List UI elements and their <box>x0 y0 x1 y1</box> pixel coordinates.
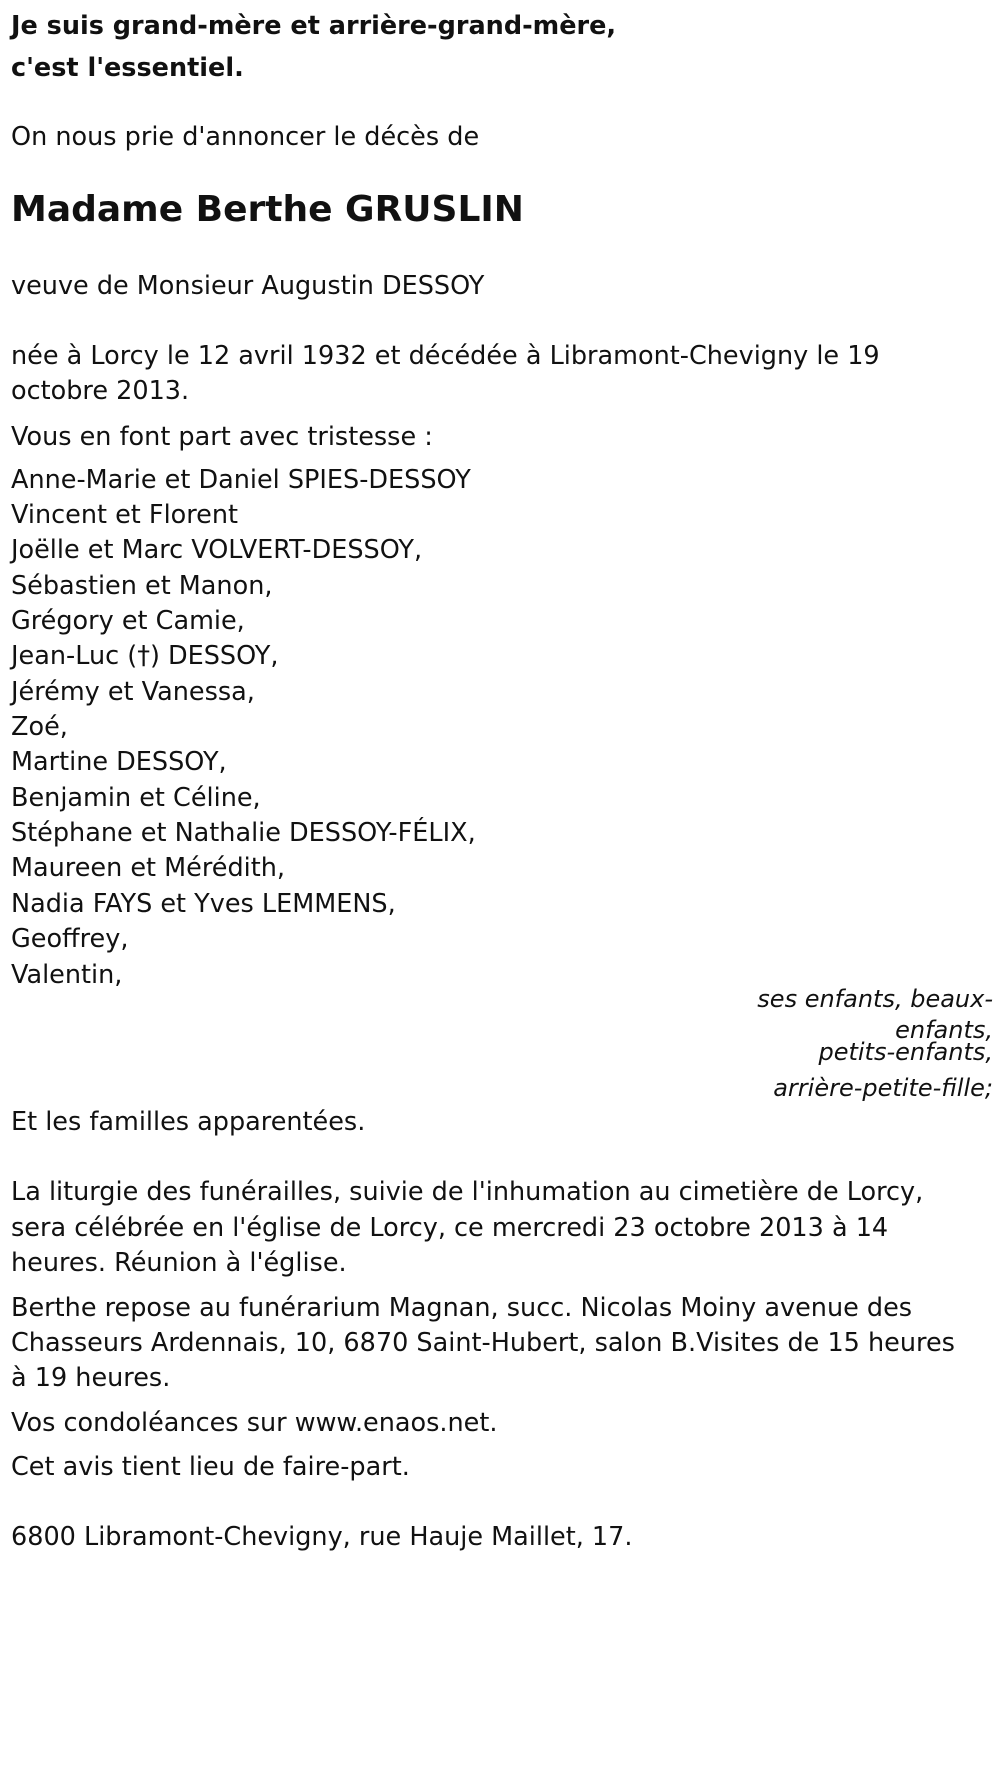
deceased-name: Madame Berthe GRUSLIN <box>11 189 524 230</box>
rest-line-3: à 19 heures. <box>11 1363 171 1393</box>
families-line: Et les familles apparentées. <box>11 1107 366 1137</box>
family-member: Sébastien et Manon, <box>11 571 273 601</box>
header-line-1: Je suis grand-mère et arrière-grand-mère, <box>11 11 617 41</box>
header-line-2: c'est l'essentiel. <box>11 53 244 83</box>
relation-label: ses enfants, beaux- <box>757 985 993 1013</box>
family-member: Anne-Marie et Daniel SPIES-DESSOY <box>11 465 471 495</box>
rest-line-2: Chasseurs Ardennais, 10, 6870 Saint-Hubert, salon B.Visites de 15 heures <box>11 1328 955 1358</box>
condolences-line: Vos condoléances sur www.enaos.net. <box>11 1408 498 1438</box>
family-member: Vincent et Florent <box>11 500 239 530</box>
funeral-line-3: heures. Réunion à l'église. <box>11 1248 347 1278</box>
family-member: Valentin, <box>11 960 123 990</box>
spouse-line: veuve de Monsieur Augustin DESSOY <box>11 271 485 301</box>
family-member: Jérémy et Vanessa, <box>11 677 255 707</box>
address-line: 6800 Libramont-Chevigny, rue Hauje Maillet, 17. <box>11 1522 633 1552</box>
birth-death-line-2: octobre 2013. <box>11 376 190 406</box>
rest-line-1: Berthe repose au funérarium Magnan, succ. Nicolas Moiny avenue des <box>11 1293 913 1323</box>
funeral-line-1: La liturgie des funérailles, suivie de l'inhumation au cimetière de Lorcy, <box>11 1177 924 1207</box>
announcement-intro: On nous prie d'annoncer le décès de <box>11 122 480 152</box>
family-member: Jean-Luc (†) DESSOY, <box>11 641 279 671</box>
birth-death-line-1: née à Lorcy le 12 avril 1932 et décédée à Libramont-Chevigny le 19 <box>11 341 880 371</box>
family-member: Benjamin et Céline, <box>11 783 261 813</box>
family-member: Zoé, <box>11 712 68 742</box>
relation-label: enfants, <box>895 1016 993 1044</box>
funeral-line-2: sera célébrée en l'église de Lorcy, ce mercredi 23 octobre 2013 à 14 <box>11 1213 889 1243</box>
family-member: Geoffrey, <box>11 924 129 954</box>
family-member: Nadia FAYS et Yves LEMMENS, <box>11 889 396 919</box>
family-member: Martine DESSOY, <box>11 747 227 777</box>
relation-label: arrière-petite-fille; <box>773 1074 993 1102</box>
family-member: Maureen et Mérédith, <box>11 853 285 883</box>
family-member: Grégory et Camie, <box>11 606 245 636</box>
family-member: Stéphane et Nathalie DESSOY-FÉLIX, <box>11 818 476 848</box>
notice-line: Cet avis tient lieu de faire-part. <box>11 1452 410 1482</box>
relation-label: petits-enfants, <box>818 1038 993 1066</box>
share-intro: Vous en font part avec tristesse : <box>11 422 433 452</box>
family-member: Joëlle et Marc VOLVERT-DESSOY, <box>11 535 423 565</box>
